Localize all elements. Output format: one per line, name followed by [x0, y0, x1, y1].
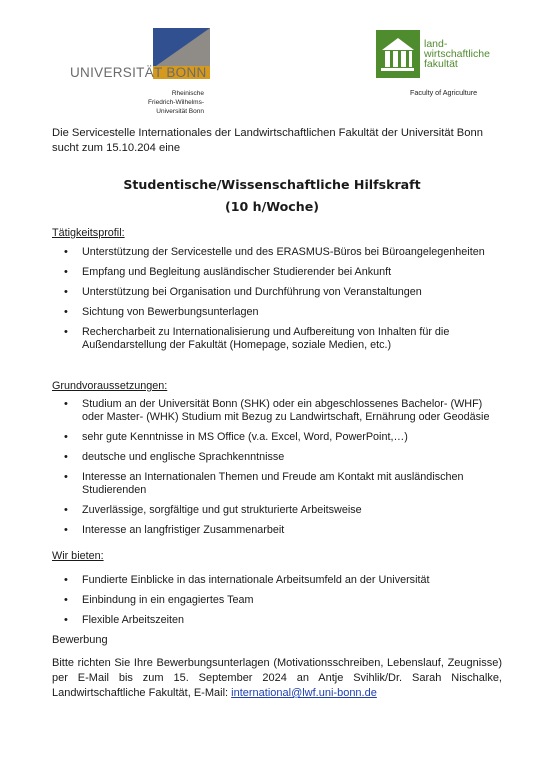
list-item: • Unterstützung bei Organisation und Durchführung von Veranstaltungen: [52, 286, 497, 299]
job-title-line: Studentische/Wissenschaftliche Hilfskraft: [123, 177, 421, 192]
list-item: • Unterstützung der Servicestelle und des ERASMUS-Büros bei Büroangelegenheiten: [52, 246, 497, 259]
faculty-subtitle: Faculty of Agriculture: [410, 88, 478, 97]
university-subtitle: Rheinische Friedrich-Wilhelms- Universität Bonn: [148, 90, 204, 115]
list-item: • Empfang und Begleitung ausländischer Studierender bei Ankunft: [52, 266, 497, 279]
faculty-emblem-icon: [376, 30, 420, 78]
faculty-logo-text: land- wirtschaftliche fakultät: [424, 38, 490, 70]
list-item: • Zuverlässige, sorgfältige und gut strukturierte Arbeitsweise: [52, 504, 497, 517]
list-item: • Flexible Arbeitszeiten: [52, 614, 497, 627]
requirements-list: [52, 398, 497, 544]
application-text: Bitte richten Sie Ihre Bewerbungsunterlagen (Motivationsschreiben, Lebenslauf, Zeugnisse) per E-Mail bis zum 15. September 2024 an Antje Svihlik/Dr. Sarah Nischalke, Landwirtschaftliche Fakultät, E-Mail:: [52, 657, 502, 699]
university-bonn-logo: [70, 28, 212, 90]
requirements-heading: Grundvoraussetzungen:: [52, 380, 168, 392]
university-logo-text: UNIVERSITÄT BONN: [70, 65, 207, 80]
list-item: • Fundierte Einblicke in das internationale Arbeitsumfeld an der Universität: [52, 574, 497, 587]
email-link[interactable]: international@lwf.uni-bonn.de: [231, 687, 377, 699]
list-item: • Studium an der Universität Bonn (SHK) oder ein abgeschlossenes Bachelor- (WHF) oder Master- (WHK) Studium mit Bezug zu Landwirtschaft, Ernährung oder Geodäsie: [52, 398, 497, 424]
list-item: • Interesse an Internationalen Themen und Freude am Kontakt mit ausländischen Studierenden: [52, 471, 497, 497]
list-item: • Interesse an langfristiger Zusammenarbeit: [52, 524, 497, 537]
application-paragraph: [52, 656, 502, 701]
list-item: • sehr gute Kenntnisse in MS Office (v.a. Excel, Word, PowerPoint,…): [52, 431, 497, 444]
faculty-agriculture-logo: [376, 30, 496, 80]
intro-paragraph: Die Servicestelle Internationales der Landwirtschaftlichen Fakultät der Universität Bonn sucht zum 15.10.204 eine: [52, 127, 483, 154]
list-item: • Einbindung in ein engagiertes Team: [52, 594, 497, 607]
profile-heading: Tätigkeitsprofil:: [52, 227, 125, 239]
profile-list: [52, 246, 497, 359]
offer-list: [52, 574, 497, 634]
job-title: [52, 174, 492, 218]
list-item: • Rechercharbeit zu Internationalisierung und Aufbereitung von Inhalten für die Außendarstellung der Fakultät (Homepage, soziale Medien, etc.): [52, 326, 497, 352]
job-hours-line: (10 h/Woche): [224, 199, 320, 214]
offer-heading: Wir bieten:: [52, 550, 104, 562]
list-item: • Sichtung von Bewerbungsunterlagen: [52, 306, 497, 319]
application-heading: Bewerbung: [52, 634, 108, 646]
list-item: • deutsche und englische Sprachkenntnisse: [52, 451, 497, 464]
